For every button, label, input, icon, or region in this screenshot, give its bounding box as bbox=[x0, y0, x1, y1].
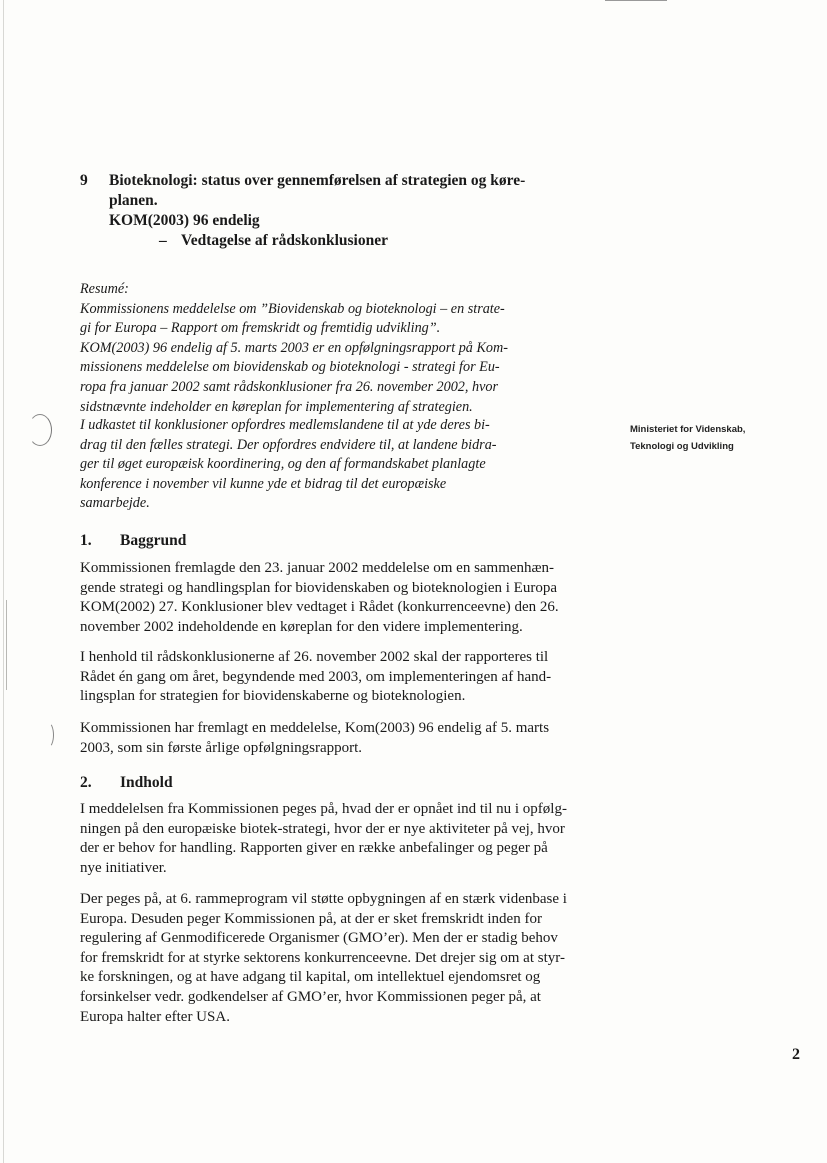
text-line: 2003, som sin første årlige opfølgningsrapport. bbox=[80, 739, 363, 756]
udkast-block bbox=[80, 416, 600, 514]
resume-line: missionens meddelelse om biovidenskab og bioteknologi - strategi for Eu- bbox=[80, 359, 500, 376]
text-line: Europa. Desuden peger Kommissionen på, at der er sket fremskridt inden for bbox=[80, 910, 542, 927]
text-line: gende strategi og handlingsplan for biovidenskaben og bioteknologien i Europa bbox=[80, 579, 557, 596]
top-rule bbox=[605, 0, 667, 1]
text-line: Kommissionen fremlagde den 23. januar 2002 meddelelse om en sammenhæn- bbox=[80, 560, 555, 576]
agenda-reference: KOM(2003) 96 endelig bbox=[109, 212, 260, 229]
text-line: Kommissionen har fremlagt en meddelelse, Kom(2003) 96 endelig af 5. marts bbox=[80, 720, 550, 736]
resume-line: KOM(2003) 96 endelig af 5. marts 2003 er en opfølgningsrapport på Kom- bbox=[80, 339, 508, 356]
text-line: KOM(2002) 27. Konklusioner blev vedtaget i Rådet (konkurrenceevne) den 26. bbox=[80, 599, 559, 616]
agenda-title-line: planen. bbox=[109, 192, 158, 209]
agenda-subtitle bbox=[159, 231, 560, 251]
text-line: forsinkelser vedr. godkendelser af GMO’er, hvor Kommissionen peger på, at bbox=[80, 988, 541, 1005]
punch-hole-mark bbox=[28, 414, 52, 446]
text-line: I meddelelsen fra Kommissionen peges på, hvad der er opnået ind til nu i opfølg- bbox=[80, 801, 567, 817]
agenda-heading bbox=[80, 171, 560, 251]
paragraph bbox=[80, 890, 600, 1027]
text-line: der er behov for handling. Rapporten giver en række anbefalinger og peger på bbox=[80, 840, 548, 857]
udkast-line: I udkastet til konklusioner opfordres medlemslandene til at yde deres bi- bbox=[80, 417, 490, 433]
agenda-title-line: Bioteknologi: status over gennemførelsen af strategien og køre- bbox=[109, 172, 526, 189]
section-title: Baggrund bbox=[120, 532, 187, 549]
text-line: Rådet én gang om året, begyndende med 2003, om implementeringen af hand- bbox=[80, 668, 552, 685]
text-line: ke forskningen, og at have adgang til kapital, om intellektuel ejendomsret og bbox=[80, 969, 541, 986]
resume-label: Resumé: bbox=[80, 281, 129, 297]
section-heading-baggrund bbox=[80, 532, 186, 550]
section-number: 1. bbox=[80, 532, 92, 549]
text-line: Der peges på, at 6. rammeprogram vil støtte opbygningen af en stærk videnbase i bbox=[80, 891, 567, 907]
text-line: nye initiativer. bbox=[80, 859, 167, 876]
ministry-margin-note bbox=[630, 421, 810, 455]
page-number: 2 bbox=[792, 1046, 800, 1063]
resume-line: ropa fra januar 2002 samt rådskonklusioner fra 26. november 2002, hvor bbox=[80, 378, 498, 395]
text-line: regulering af Genmodificerede Organismer (GMO’er). Men der er stadig behov bbox=[80, 930, 558, 947]
text-line: I henhold til rådskonklusionerne af 26. november 2002 skal der rapporteres til bbox=[80, 649, 549, 665]
agenda-item-number: 9 bbox=[80, 172, 88, 189]
subtitle-text: Vedtagelse af rådskonklusioner bbox=[181, 232, 388, 249]
text-line: for fremskridt for at styrke sektorens konkurrenceevne. Det drejer sig om at styr- bbox=[80, 949, 565, 966]
text-line: ningen på den europæiske biotek-strategi, hvor der er nye aktiviteter på vej, hvor bbox=[80, 820, 565, 837]
udkast-line: samarbejde. bbox=[80, 495, 150, 512]
ministry-name-line: Teknologi og Udvikling bbox=[630, 441, 734, 452]
resume-line: gi for Europa – Rapport om fremskridt og fremtidig udvikling”. bbox=[80, 320, 441, 337]
scan-edge-mark bbox=[6, 600, 7, 690]
paragraph bbox=[80, 719, 600, 758]
text-line: lingsplan for strategien for biovidenskaberne og bioteknologien. bbox=[80, 688, 466, 705]
udkast-line: drag til den fælles strategi. Der opfordres endvidere til, at landene bidra- bbox=[80, 436, 497, 453]
punch-hole-mark bbox=[42, 722, 54, 748]
resume-line: sidstnævnte indeholder en køreplan for implementering af strategien. bbox=[80, 398, 473, 415]
scan-edge bbox=[3, 0, 4, 1163]
paragraph bbox=[80, 559, 600, 637]
resume-line: Kommissionens meddelelse om ”Biovidenskab og bioteknologi – en strate- bbox=[80, 300, 505, 317]
section-heading-indhold bbox=[80, 774, 173, 792]
udkast-line: konference i november vil kunne yde et bidrag til det europæiske bbox=[80, 475, 447, 492]
section-number: 2. bbox=[80, 774, 92, 791]
text-line: Europa halter efter USA. bbox=[80, 1008, 230, 1025]
section-title: Indhold bbox=[120, 774, 173, 791]
dash: – bbox=[159, 232, 167, 249]
paragraph bbox=[80, 800, 600, 878]
ministry-name-line: Ministeriet for Videnskab, bbox=[630, 424, 746, 435]
udkast-line: ger til øget europæisk koordinering, og den af formandskabet planlagte bbox=[80, 456, 486, 473]
paragraph bbox=[80, 648, 600, 707]
resume-block bbox=[80, 280, 600, 417]
text-line: november 2002 indeholdende en køreplan for den videre implementering. bbox=[80, 618, 523, 635]
